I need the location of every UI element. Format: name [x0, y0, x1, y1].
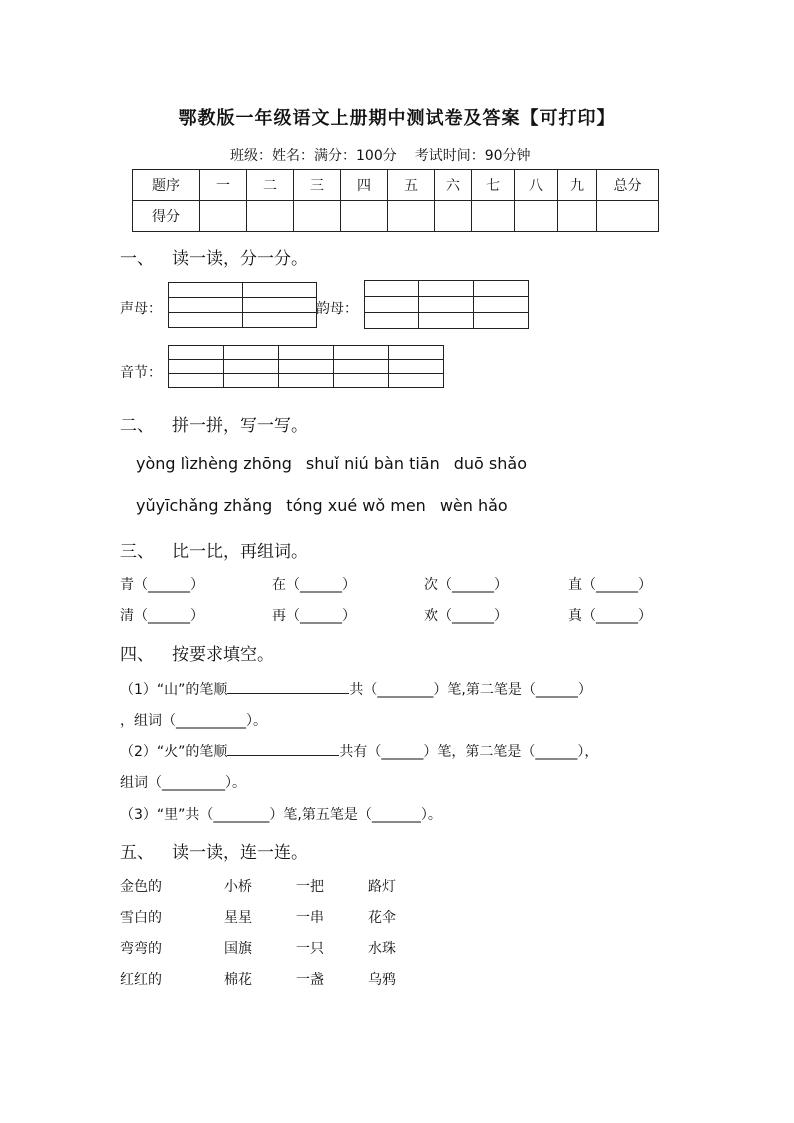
- match-word[interactable]: 棉花: [224, 972, 252, 988]
- header-cell: 题序: [133, 170, 200, 201]
- compare-item: 青（______）: [120, 577, 204, 593]
- shengmu-grid: [168, 282, 317, 328]
- grid-cell[interactable]: [474, 297, 529, 313]
- grid-cell[interactable]: [224, 346, 279, 360]
- match-word[interactable]: 水珠: [368, 941, 396, 957]
- grid-cell[interactable]: [334, 360, 389, 374]
- match-word[interactable]: 一只: [296, 941, 324, 957]
- match-word[interactable]: 一把: [296, 879, 324, 895]
- score-cell[interactable]: [247, 201, 294, 232]
- pinyin-item: duō shǎo: [453, 454, 527, 473]
- grid-cell[interactable]: [389, 374, 444, 388]
- grid-cell[interactable]: [419, 313, 474, 329]
- pinyin-item: shuǐ niú bàn tiān: [305, 454, 440, 473]
- grid-cell[interactable]: [474, 281, 529, 297]
- score-table-score-row: [133, 201, 659, 232]
- section-number: 二、: [120, 416, 154, 436]
- grid-cell[interactable]: [169, 360, 224, 374]
- score-cell[interactable]: [558, 201, 597, 232]
- section-number: 五、: [120, 843, 154, 863]
- compare-item: 在（______）: [272, 577, 356, 593]
- score-cell[interactable]: [515, 201, 558, 232]
- grid-cell[interactable]: [279, 346, 334, 360]
- question-text: 共有（______）笔，第二笔是（______），: [339, 744, 599, 760]
- compare-item: 再（______）: [272, 608, 356, 624]
- grid-cell[interactable]: [419, 281, 474, 297]
- section-number: 一、: [120, 249, 154, 269]
- grid-cell[interactable]: [169, 283, 243, 298]
- grid-cell[interactable]: [169, 298, 243, 313]
- grid-cell[interactable]: [169, 346, 224, 360]
- section-number: 四、: [120, 645, 154, 665]
- header-cell: 总分: [597, 170, 659, 201]
- grid-cell[interactable]: [389, 346, 444, 360]
- score-table: [132, 169, 659, 232]
- match-word[interactable]: 星星: [224, 910, 252, 926]
- grid-cell[interactable]: [474, 313, 529, 329]
- class-name-score-label: 班级：姓名：满分：100分: [230, 148, 397, 164]
- compare-item: 真（______）: [568, 608, 652, 624]
- section-title: 比一比，再组词。: [172, 542, 308, 562]
- match-word[interactable]: 花伞: [368, 910, 396, 926]
- match-word[interactable]: 弯弯的: [120, 941, 162, 957]
- compare-item: 次（______）: [424, 577, 508, 593]
- match-word[interactable]: 雪白的: [120, 910, 162, 926]
- pinyin-item: tóng xué wǒ men: [286, 496, 426, 515]
- exam-time-label: 考试时间：90分钟: [414, 148, 531, 164]
- yunmu-label: 韵母：: [316, 301, 358, 317]
- question-text: （1）“山”的笔顺: [120, 682, 228, 698]
- header-cell: 六: [435, 170, 472, 201]
- match-word[interactable]: 国旗: [224, 941, 252, 957]
- grid-cell[interactable]: [224, 360, 279, 374]
- section-title: 读一读，连一连。: [172, 843, 308, 863]
- question-2-cont: 组词（_________）。: [120, 775, 246, 791]
- score-cell[interactable]: [435, 201, 472, 232]
- section-title: 拼一拼，写一写。: [172, 416, 308, 436]
- answer-blank[interactable]: [227, 741, 339, 756]
- exam-info: [230, 145, 531, 165]
- pinyin-item: yòng lìzhèng zhōng: [136, 454, 292, 473]
- grid-cell[interactable]: [419, 297, 474, 313]
- grid-cell[interactable]: [334, 346, 389, 360]
- pinyin-item: wèn hǎo: [439, 496, 508, 515]
- grid-cell[interactable]: [365, 297, 419, 313]
- score-table-header-row: [133, 170, 659, 201]
- grid-cell[interactable]: [365, 313, 419, 329]
- match-word[interactable]: 一盏: [296, 972, 324, 988]
- section-2-heading: [120, 411, 308, 436]
- question-1: [120, 679, 592, 699]
- match-word[interactable]: 路灯: [368, 879, 396, 895]
- grid-cell[interactable]: [224, 374, 279, 388]
- question-text: 共（________）笔,第二笔是（______）: [349, 682, 592, 698]
- yunmu-grid: [364, 280, 529, 329]
- section-5-heading: [120, 838, 308, 863]
- header-cell: 三: [294, 170, 341, 201]
- section-3-heading: [120, 537, 308, 562]
- match-word[interactable]: 乌鸦: [368, 972, 396, 988]
- pinyin-line-1: [136, 454, 541, 473]
- header-cell: 七: [472, 170, 515, 201]
- yinjie-label: 音节：: [120, 365, 162, 381]
- grid-cell[interactable]: [334, 374, 389, 388]
- section-title: 按要求填空。: [172, 645, 274, 665]
- grid-cell[interactable]: [243, 298, 317, 313]
- section-1-heading: [120, 244, 308, 269]
- score-cell[interactable]: [294, 201, 341, 232]
- question-text: （2）“火”的笔顺: [120, 744, 228, 760]
- header-cell: 四: [341, 170, 388, 201]
- grid-cell[interactable]: [243, 283, 317, 298]
- match-word[interactable]: 金色的: [120, 879, 162, 895]
- answer-blank[interactable]: [227, 679, 349, 694]
- grid-cell[interactable]: [365, 281, 419, 297]
- question-1-cont: ，组词（__________）。: [120, 713, 267, 729]
- header-cell: 九: [558, 170, 597, 201]
- grid-cell[interactable]: [243, 313, 317, 328]
- compare-item: 清（______）: [120, 608, 204, 624]
- score-cell[interactable]: [472, 201, 515, 232]
- pinyin-item: yǔyīchǎng zhǎng: [136, 496, 273, 515]
- question-2: [120, 741, 598, 761]
- header-cell: 一: [200, 170, 247, 201]
- header-cell: 五: [388, 170, 435, 201]
- header-cell: 八: [515, 170, 558, 201]
- match-word[interactable]: 红红的: [120, 972, 162, 988]
- page-title: 鄂教版一年级语文上册期中测试卷及答案【可打印】: [178, 108, 616, 129]
- shengmu-label: 声母：: [120, 301, 162, 317]
- section-number: 三、: [120, 542, 154, 562]
- grid-cell[interactable]: [279, 374, 334, 388]
- score-cell[interactable]: [597, 201, 659, 232]
- score-cell[interactable]: [200, 201, 247, 232]
- grid-cell[interactable]: [169, 374, 224, 388]
- row-label: 得分: [133, 201, 200, 232]
- compare-item: 直（______）: [568, 577, 652, 593]
- grid-cell[interactable]: [279, 360, 334, 374]
- grid-cell[interactable]: [389, 360, 444, 374]
- section-title: 读一读，分一分。: [172, 249, 308, 269]
- header-cell: 二: [247, 170, 294, 201]
- pinyin-line-2: [136, 496, 522, 515]
- score-cell[interactable]: [388, 201, 435, 232]
- yinjie-grid: [168, 345, 444, 388]
- match-word[interactable]: 一串: [296, 910, 324, 926]
- question-3: （3）“里”共（________）笔,第五笔是（_______）。: [120, 807, 442, 823]
- score-cell[interactable]: [341, 201, 388, 232]
- compare-item: 欢（______）: [424, 608, 508, 624]
- section-4-heading: [120, 640, 274, 665]
- grid-cell[interactable]: [169, 313, 243, 328]
- match-word[interactable]: 小桥: [224, 879, 252, 895]
